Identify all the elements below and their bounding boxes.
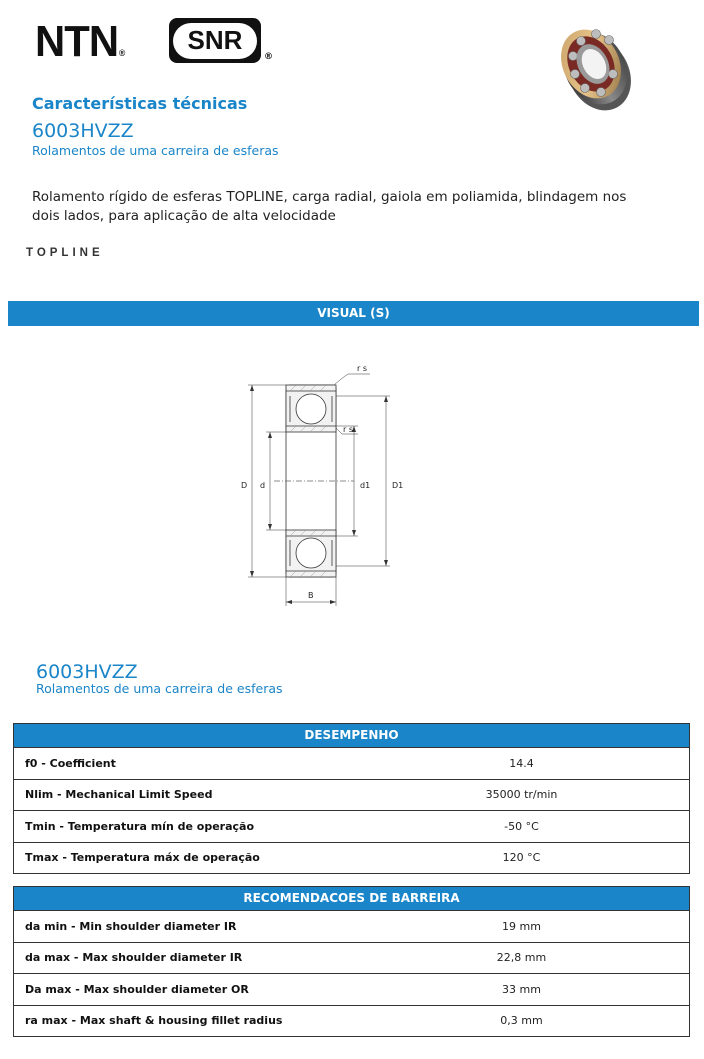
product-model-secondary: 6003HVZZ — [36, 661, 138, 683]
row-value: -50 °C — [504, 819, 539, 833]
snr-registered-mark: ® — [264, 52, 273, 62]
bearing-cross-section-drawing — [230, 358, 430, 610]
shoulder-recommendations-table — [13, 886, 690, 1037]
product-model: 6003HVZZ — [32, 120, 134, 142]
performance-table — [13, 723, 690, 874]
row-label: Nlim - Mechanical Limit Speed — [25, 788, 213, 802]
table-row — [14, 810, 689, 842]
topline-brand: TOPLINE — [26, 247, 104, 259]
label-D1: D1 — [392, 481, 404, 490]
label-B: B — [308, 591, 314, 600]
ntn-logo-text: NTN — [35, 17, 119, 66]
bearing-photo — [551, 12, 641, 118]
label-D: D — [241, 481, 248, 490]
bottom-ball — [296, 538, 326, 568]
row-value: 22,8 mm — [496, 951, 547, 965]
table-row — [14, 910, 689, 942]
ntn-logo — [35, 18, 124, 77]
label-rs-mid: r s — [343, 425, 353, 434]
row-value: 14.4 — [509, 756, 534, 770]
label-d: d — [260, 481, 266, 490]
row-label: ra max - Max shaft & housing fillet radius — [25, 1014, 283, 1028]
product-description: Rolamento rígido de esferas TOPLINE, carga radial, gaiola em poliamida, blindagem nos dois lados, para aplicação de alta velocidade — [32, 189, 627, 224]
row-value: 0,3 mm — [500, 1014, 543, 1028]
table-row — [14, 779, 689, 811]
product-subtitle: Rolamentos de uma carreira de esferas — [32, 143, 279, 158]
visual-section-header: VISUAL (S) — [8, 301, 699, 326]
row-value: 19 mm — [502, 919, 541, 933]
table-row — [14, 1005, 689, 1037]
top-ball — [296, 394, 326, 424]
row-label: f0 - Coefficient — [25, 756, 116, 770]
row-label: da max - Max shoulder diameter IR — [25, 951, 243, 965]
table-row — [14, 747, 689, 779]
ntn-registered-mark: ® — [119, 48, 125, 58]
table-row — [14, 842, 689, 874]
snr-logo-text: SNR — [173, 23, 257, 59]
product-subtitle-secondary: Rolamentos de uma carreira de esferas — [36, 681, 283, 696]
row-value: 33 mm — [502, 982, 541, 996]
row-label: Tmin - Temperatura mín de operação — [25, 819, 255, 833]
row-label: Da max - Max shoulder diameter OR — [25, 982, 249, 996]
page-title: Características técnicas — [32, 94, 248, 113]
label-rs-top: r s — [357, 364, 367, 373]
table-row — [14, 973, 689, 1005]
table-row — [14, 942, 689, 974]
shoulder-table-title: RECOMENDACOES DE BARREIRA — [14, 887, 689, 910]
row-value: 120 °C — [502, 851, 541, 865]
row-value: 35000 tr/min — [485, 788, 558, 802]
performance-table-title: DESEMPENHO — [14, 724, 689, 747]
row-label: da min - Min shoulder diameter IR — [25, 919, 237, 933]
label-d1: d1 — [360, 481, 371, 490]
snr-logo — [169, 18, 261, 63]
row-label: Tmax - Temperatura máx de operação — [25, 851, 260, 865]
